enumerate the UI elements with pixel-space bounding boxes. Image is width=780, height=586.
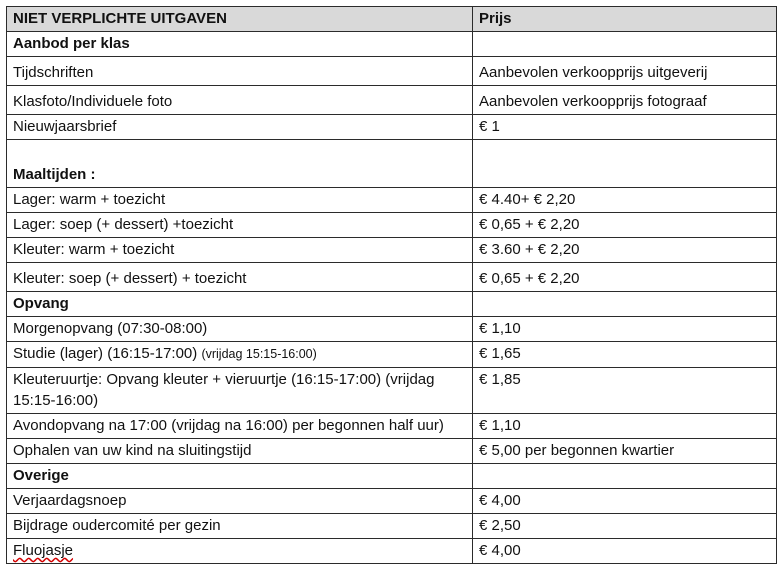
price-cell: € 1,65 (473, 342, 777, 368)
price-cell: Aanbevolen verkoopprijs uitgeverij (473, 57, 777, 86)
price-cell: € 0,65 + € 2,20 (473, 263, 777, 292)
optional-costs-table (6, 6, 777, 564)
price-cell (473, 140, 777, 188)
table-row (7, 86, 777, 115)
table-row (7, 57, 777, 86)
item-cell: Kleuter: warm + toezicht (7, 238, 473, 263)
price-cell: € 5,00 per begonnen kwartier (473, 439, 777, 464)
price-cell: € 1,85 (473, 368, 777, 414)
table-row (7, 317, 777, 342)
item-cell: Ophalen van uw kind na sluitingstijd (7, 439, 473, 464)
item-cell: Opvang (7, 292, 473, 317)
table-row (7, 489, 777, 514)
price-cell (473, 32, 777, 57)
item-cell: Overige (7, 464, 473, 489)
table-row (7, 368, 777, 414)
price-cell: € 0,65 + € 2,20 (473, 213, 777, 238)
item-note: (vrijdag 15:15-16:00) (201, 347, 317, 361)
item-text: Studie (lager) (16:15-17:00) (13, 345, 198, 362)
table-header-row (7, 7, 777, 32)
item-text: Fluojasje (13, 542, 74, 559)
table-row (7, 342, 777, 368)
table-row (7, 213, 777, 238)
price-cell: € 4,00 (473, 489, 777, 514)
table-row (7, 514, 777, 539)
header-price: Prijs (473, 7, 777, 32)
section-row-maaltijden (7, 140, 777, 188)
table-row (7, 414, 777, 439)
item-cell (7, 342, 473, 368)
item-cell: Maaltijden : (7, 140, 473, 188)
item-cell: Nieuwjaarsbrief (7, 115, 473, 140)
section-row-opvang (7, 292, 777, 317)
price-cell: € 1 (473, 115, 777, 140)
item-cell: Verjaardagsnoep (7, 489, 473, 514)
section-row-aanbod (7, 32, 777, 57)
section-row-overige (7, 464, 777, 489)
table-row (7, 115, 777, 140)
price-cell: € 4.40+ € 2,20 (473, 188, 777, 213)
price-cell: Aanbevolen verkoopprijs fotograaf (473, 86, 777, 115)
item-cell: Lager: warm + toezicht (7, 188, 473, 213)
item-cell: Kleuteruurtje: Opvang kleuter + vieruurtje (16:15-17:00) (vrijdag 15:15-16:00) (7, 368, 473, 414)
price-cell: € 1,10 (473, 414, 777, 439)
item-cell: Morgenopvang (07:30-08:00) (7, 317, 473, 342)
table-row (7, 439, 777, 464)
item-cell: Aanbod per klas (7, 32, 473, 57)
item-cell: Kleuter: soep (+ dessert) + toezicht (7, 263, 473, 292)
item-cell: Avondopvang na 17:00 (vrijdag na 16:00) per begonnen half uur) (7, 414, 473, 439)
item-cell: Klasfoto/Individuele foto (7, 86, 473, 115)
table-row (7, 539, 777, 564)
item-cell: Lager: soep (+ dessert) +toezicht (7, 213, 473, 238)
price-cell (473, 292, 777, 317)
price-cell: € 3.60 + € 2,20 (473, 238, 777, 263)
table-row (7, 263, 777, 292)
header-item: NIET VERPLICHTE UITGAVEN (7, 7, 473, 32)
price-cell: € 4,00 (473, 539, 777, 564)
item-cell: Bijdrage oudercomité per gezin (7, 514, 473, 539)
price-cell: € 2,50 (473, 514, 777, 539)
item-cell (7, 539, 473, 564)
item-cell: Tijdschriften (7, 57, 473, 86)
table-row (7, 188, 777, 213)
table-row (7, 238, 777, 263)
price-cell: € 1,10 (473, 317, 777, 342)
price-cell (473, 464, 777, 489)
